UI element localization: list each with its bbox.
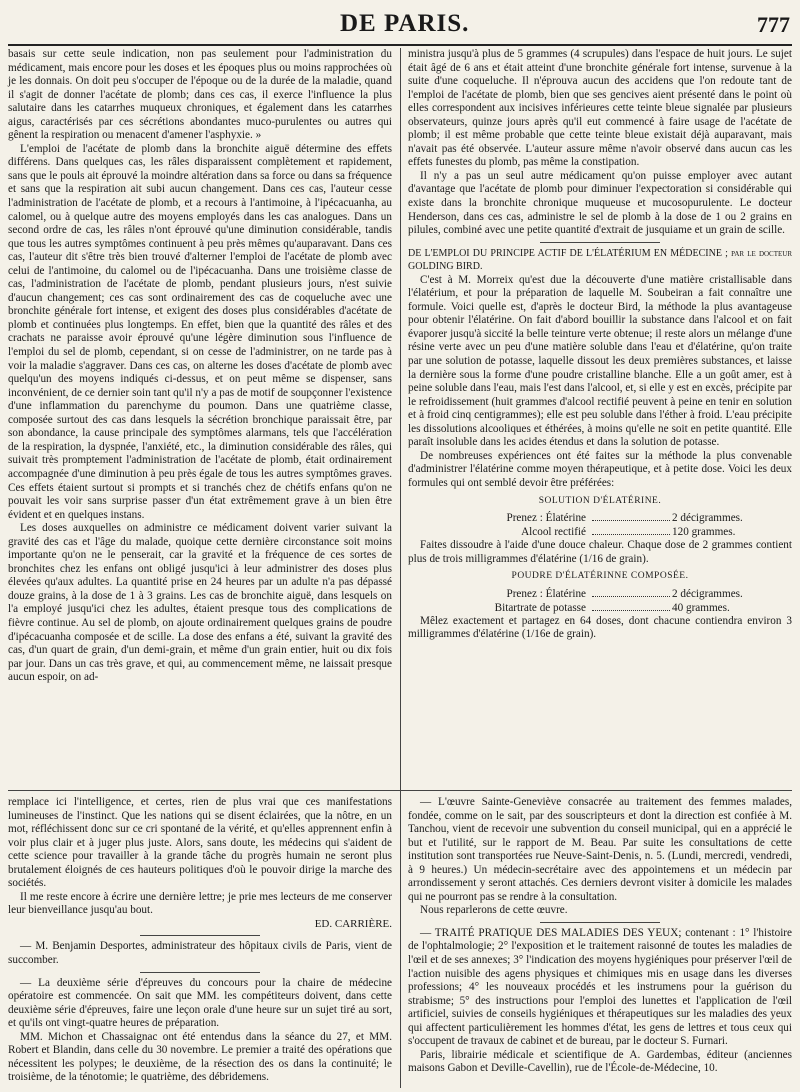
formula-amount: 2 décigrammes. (672, 512, 743, 525)
column-right-bottom (408, 796, 792, 1076)
separator (140, 972, 260, 973)
leader-dots (592, 511, 670, 521)
formula-ingredient: Prenez : Élatérine (506, 587, 586, 600)
leader-dots (592, 525, 670, 535)
separator (140, 935, 260, 936)
column-divider (400, 48, 401, 1088)
formula-ingredient: Bitartrate de potasse (494, 601, 586, 614)
paragraph: C'est à M. Morreix qu'est due la découverte d'une matière cristallisable dans l'élatérium, et pour la préparation de laquelle M. Soubeiran a fait connaître une formule. Voici quelle est, d'après le docteur Bird, la méthode la plus avantageuse pour obtenir l'élatérine. On fait d'abord bouillir la substance dans l'alcool et on fait évaporer jusqu'à siccité la belle teinture verte obtenue; il reste alors un mélange d'une résine verte avec un peu d'une matière soluble dans l'eau et d'élatérine, qu'on traite par une solution de potasse, laquelle dissout les deux premières substances, et laisse la dernière sous la forme d'une poudre cristalline blanche. Elle a un goût amer, est à peine soluble dans l'eau, mais l'est dans l'alcool, et, si elle y est en excès, précipite par le refroidissement (huit grammes d'alcool rectifié peuvent à peine en tenir en solution et à froid cinq centigrammes); elle est peu soluble dans l'éther à froid. L'eau précipite les dissolutions alcooliques et éthérées, à moins qu'elle ne soit en petite quantité. Elle paraît insoluble dans les acides étendus et dans la solution de potasse. (408, 273, 792, 449)
paragraph: Faites dissoudre à l'aide d'une douce chaleur. Chaque dose de 2 grammes contient plus de trois milligrammes d'élatérine (1/16 de grain). (408, 539, 792, 565)
paragraph: Nous reparlerons de cette œuvre. (420, 904, 568, 917)
paragraph: Mêlez exactement et partagez en 64 doses, dont chacune contiendra environ 3 milligrammes d'élatérine (1/16e de grain). (408, 614, 792, 641)
formula-row (408, 525, 792, 539)
section-title: DE L'EMPLOI DU PRINCIPE ACTIF DE L'ÉLATÉRIUM EN MÉDECINE ; par le docteur GOLDING BIRD. (408, 247, 792, 273)
news-item: MM. Michon et Chassaignac ont été entendus dans la séance du 27, et MM. Robert et Blandin, dans celle du 30 novembre. Le premier a traité des opérations que nécessitent les polypes; le deuxième, de la résection des os dans la continuité; le troisième, de la ténotomie; le quatrième, des débridemens. (8, 1030, 392, 1084)
separator (540, 922, 660, 923)
formula-amount: 40 grammes. (672, 601, 730, 614)
formula-ingredient: Alcool rectifié (521, 526, 586, 539)
leader-dots (592, 587, 670, 597)
formula-row (408, 587, 792, 601)
paragraph: Il me reste encore à écrire une dernière lettre; je prie mes lecteurs de me conserver leur bienveillance jusqu'au bout. (8, 890, 392, 917)
formula-row (408, 601, 792, 615)
formula-ingredient: Prenez : Élatérine (506, 512, 586, 525)
column-right-top (408, 48, 792, 642)
book-notice: — TRAITÉ PRATIQUE DES MALADIES DES YEUX; contenant : 1° l'histoire de l'ophtalmologie; 2° l'exposition et le traitement raisonné de toutes les maladies de l'œil et de ses annexes; 3° l'indication des moyens hygiéniques pour préserver l'œil de l'action nuisible des agens physiques et chimiques mis en usage dans les diverses professions; 4° les nouveaux procédés et les instrumens pour la guérison du strabisme; 5° des instructions pour l'emploi des lunettes et l'application de l'œil artificiel, suivies de conseils hygiéniques et thérapeutiques sur les maladies des yeux qui affectent particulièrement les hommes d'état, les gens de lettres et tous ceux qui s'occupent de travaux de cabinet et de bureau, par le docteur S. Furnari. (408, 926, 792, 1048)
paragraph: L'emploi de l'acétate de plomb dans la bronchite aiguë détermine des effets différens. Dans quelques cas, les râles disparaissent complètement et rapidement, sans que le pouls ait éprouvé la moindre altération dans sa force ou dans sa fréquence et sans que la respiration ait subi aucun changement. Dans ces cas, l'auteur cesse l'administration de l'acétate de plomb, et a recours à l'antimoine, à l'ipécacuanha, au calomel, ou à quelque autre des moyens employés dans les cas analogues. Dans un second ordre de cas, les râles n'ont éprouvé qu'une diminution considérable, tandis que tous les autres symptômes continuent à peu près mêmes qu'auparavant. Dans ces cas, l'auteur dit s'être très bien trouvé d'alterner l'emploi de l'acétate de plomb avec celui de l'antimoine, du calomel ou de l'ipécacuanha. Dans une troisième classe de cas, l'administration de l'acétate de plomb, pendant plusieurs jours, n'est suivie d'aucun changement; ces cas sont ordinairement des cas de coqueluche avec une bronchite générale fort intense, et exigent des doses plus considérables d'acétate de plomb et continuées plus longtemps. En effet, bien que la quantité des râles et des crachats ne paraisse avoir éprouvé qu'une légère diminution sous l'influence de l'emploi du sel de plomb, cependant, si on cesse de l'administrer, on ne tarde pas à voir la maladie s'aggraver. Dans ces cas, on alterne les doses d'acétate de plomb avec quelqu'un des moyens indiqués ci-dessus, et on peut même se dispenser, sans inconvénient, de ce dernier soin tant qu'il n'y a pas de motif de soupçonner l'existence d'une inflammation du parenchyme du poumon. Dans une quatrième classe, composée surtout des cas dans lesquels la sécrétion bronchique paraissait être, par son abondance, la cause principale des symptômes alarmans, tels que l'accélération de la respiration, la dyspnée, l'anxiété, etc., la diminution considérable des râles, qui suivait très promptement l'administration de l'acétate de plomb, était ordinairement accompagnée d'une diminution à peu près égale de tous les autres symptômes graves. Ces effets étaient surtout si prompts et si tranchés chez de chétifs enfans qu'on ne pouvait les voir sans surprise passer d'un état extrêmement grave à un bien être évident et en quelques instans. (8, 142, 392, 521)
column-left-top (8, 48, 392, 685)
author-signature: ED. CARRIÈRE. (314, 917, 392, 930)
formula-title: SOLUTION D'ÉLATÉRINE. (538, 495, 662, 506)
section-divider (8, 790, 792, 791)
paragraph: De nombreuses expériences ont été faites sur la méthode la plus convenable d'administrer l'élatérine comme moyen thérapeutique, et à petite dose. Voici les deux formules qui ont semblé devoir être préférées: (408, 449, 792, 489)
separator (540, 242, 660, 243)
news-item: — M. Benjamin Desportes, administrateur des hôpitaux civils de Paris, vient de succomber. (8, 940, 392, 967)
paragraph: basais sur cette seule indication, non pas seulement pour l'administration du médicament, mais encore pour les doses et les époques plus ou moins rapprochées où je les donnais. On doit peu s'occuper de l'époque ou de la durée de la maladie, quand il s'agit de donner l'acétate de plomb; dans ces cas, il exerce l'influence la plus salutaire dans les catarrhes muqueux chroniques, et également dans les catarrhes aigus, caractérisés par ces sécrétions abondantes muco-purulentes ou autres qui gênent la respiration ou menacent d'amener l'asphyxie. » (8, 48, 392, 142)
formula-row (408, 511, 792, 525)
paragraph: Les doses auxquelles on administre ce médicament doivent varier suivant la gravité des cas et l'âge du malade, quoique cette dernière circonstance soit moins importante qu'on ne le penserait, car la gravité et la fréquence de ces sortes de bronchites chez les enfans ont obligé jusqu'ici à leur administrer des doses plus élevées qu'aux adultes. La quantité prise en 24 heures par un adulte n'a pas dépassé douze grains, à la dose de 1 à 3 grains. Les cas de bronchite aiguë, dans lesquels on l'a employé jusqu'ici chez les adultes, étaient presque tous des complications de fièvre continue. Au sel de plomb, on ajoute ordinairement quelques grains de poudre d'ipécacuanha composée et de scille. La dose des enfans a été, suivant la gravité des cas, d'un quart de grain, d'un demi-grain, et même d'un grain entier, huit ou dix fois par jour. Dans un cas très grave, et qui, au commencement même, ne laissait presque aucun espoir, on ad- (8, 522, 392, 684)
column-left-bottom (8, 796, 392, 1085)
formula-amount: 2 décigrammes. (672, 587, 743, 600)
formula-amount: 120 grammes. (672, 526, 736, 539)
paragraph: Il n'y a pas un seul autre médicament qu'on puisse employer avec autant d'avantage que l'acétate de plomb pour diminuer l'expectoration si considérable qui existe dans la bronchite chronique muqueuse et mucosopurulente. Le docteur Henderson, dans ces cas, administre le sel de plomb à la dose de 1 ou 2 grains en pilules, combiné avec une petite quantité d'extrait de jusquiame et un grain de scille. (408, 169, 792, 237)
publisher-info: Paris, librairie médicale et scientifique de A. Gardembas, éditeur (anciennes maisons Gabon et Deville-Cavellin), rue de l'École-de-Médecine, 10. (408, 1048, 792, 1075)
page-number: 777 (757, 12, 790, 37)
header-rule (8, 44, 792, 46)
news-item: — L'œuvre Sainte-Geneviève consacrée au traitement des femmes malades, fondée, comme on le sait, par des souscripteurs et dont la direction est confiée à M. Tanchou, vient de recevoir une subvention du conseil municipal, qui en a apprécié le but et l'utilité, sur le rapport de M. Beau. Par suite les consultations de cette institution sont transportées rue Neuve-Saint-Denis, n. 5. (Lundi, mercredi, vendredi, à 9 heures.) Un médecin-secrétaire avec des appointemens et un médecin par arrondissement y seront attachés. Ces derniers devront visiter à domicile les malades qui ne pourront pas se rendre à la consultation. (408, 796, 792, 903)
leader-dots (592, 601, 670, 611)
page-header (0, 0, 800, 40)
paragraph: ministra jusqu'à plus de 5 grammes (4 scrupules) dans l'espace de huit jours. Le sujet était âgé de 6 ans et était atteint d'une bronchite générale fort intense, survenue à la suite d'une coqueluche. Il n'éprouva aucun des accidens que l'on redoute tant de l'emploi de l'acétate de plomb, bien que ses gencives aient présenté dans le point où elles correspondent aux incisives inférieures cette teinte bleue signalée par plusieurs observateurs, quinze jours après qu'il eut commencé à faire usage de l'acétate de plomb; il est même probable que cette teinte bleue existait déjà auparavant, mais n'avait pas été observée. L'auteur assure même n'avoir observé dans aucun cas les effets funestes du plomb, pas même la constipation. (408, 48, 792, 169)
paragraph: remplace ici l'intelligence, et certes, rien de plus vrai que ces manifestations lumineuses de l'instinct. Que les nations qui se disent éclairées, que la nôtre, en un mot, réfléchissent donc sur ce cri spontané de la vérité, et qu'elles apprennent enfin à voir plus clair et à juger plus juste. Alors, sans doute, les médecins qui s'aident de cette science pour travailler à la grande tâche du progrès humain ne seront plus brutalement éloignés de ces hauteurs politiques d'où le pouvoir dirige la marche des sociétés. (8, 796, 392, 890)
news-item: — La deuxième série d'épreuves du concours pour la chaire de médecine opératoire est commencée. On sait que MM. les compétiteurs doivent, dans cette deuxième série d'épreuves, faire une leçon orale d'une heure sur un sujet tiré au sort, et qu'ils ont vingt-quatre heures de préparation. (8, 976, 392, 1030)
formula-title: POUDRE D'ÉLATÉRINNE COMPOSÉE. (511, 571, 689, 582)
running-title: DE PARIS. (340, 10, 470, 37)
